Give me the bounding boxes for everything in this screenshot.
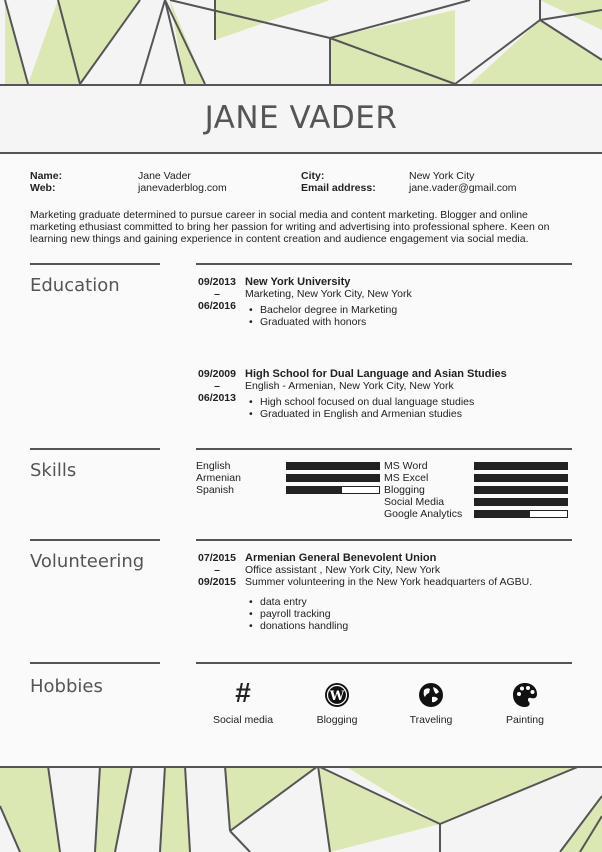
education-title: Education (30, 275, 120, 296)
volunteering-dates: 07/2015 – 09/2015 (198, 552, 236, 588)
skill-name: Spanish (196, 484, 234, 496)
bottom-geometric-decoration (0, 766, 602, 852)
hobby-painting: Painting (480, 678, 570, 726)
summary-paragraph: Marketing graduate determined to pursue career in social media and content marketing. Blogger and online marketing ethusiast committed to bring her passion for writing and advertising into professional sphere. Keen on learning new things and gaining experience in content creation and audience engagement via social media. (30, 209, 550, 245)
education-dates: 09/2009 – 06/2013 (198, 368, 236, 404)
skill-name: MS Word (384, 460, 428, 472)
list-item: • Graduated with honors (245, 316, 412, 328)
skill-level-bar (474, 510, 568, 518)
globe-icon (386, 678, 476, 708)
info-name-value: Jane Vader (138, 170, 191, 182)
school-place: Marketing, New York City, New York (245, 288, 412, 300)
skill-name: MS Excel (384, 472, 429, 484)
info-email-label: Email address: (301, 182, 376, 194)
skill-name: Social Media (384, 496, 445, 508)
hobbies-title: Hobbies (30, 676, 103, 697)
skill-name: Google Analytics (384, 508, 463, 520)
school-name: New York University (245, 276, 351, 288)
education-entry (245, 276, 412, 328)
skill-name: Blogging (384, 484, 425, 496)
skill-level-bar (286, 486, 380, 494)
info-web-value[interactable]: janevaderblog.com (138, 182, 227, 194)
section-divider (196, 539, 572, 541)
skill-level-bar (474, 498, 568, 506)
list-item: • payroll tracking (245, 608, 532, 620)
section-divider (196, 662, 572, 664)
palette-icon (480, 678, 570, 708)
skill-level-bar (286, 474, 380, 482)
skill-level-bar (474, 486, 568, 494)
skill-level-bar (286, 462, 380, 470)
skills-title: Skills (30, 460, 77, 481)
list-item: • donations handling (245, 620, 532, 632)
list-item: • High school focused on dual language studies (245, 396, 507, 408)
skill-name: Armenian (196, 472, 241, 484)
role: Office assistant , New York City, New York (245, 564, 441, 576)
volunteering-entry (245, 552, 532, 632)
skill-level-bar (474, 474, 568, 482)
hobby-traveling: Traveling (386, 678, 476, 726)
info-city-value: New York City (409, 170, 475, 182)
skill-name: English (196, 460, 231, 472)
description: Summer volunteering in the New York headquarters of AGBU. (245, 576, 533, 588)
school-name: High School for Dual Language and Asian Studies (245, 368, 507, 380)
svg-text:W: W (329, 688, 345, 704)
list-item: • data entry (245, 596, 532, 608)
org-name: Armenian General Benevolent Union (245, 552, 437, 564)
section-divider (196, 448, 572, 450)
info-email-value[interactable]: jane.vader@gmail.com (409, 182, 517, 194)
education-dates: 09/2013 – 06/2016 (198, 276, 236, 312)
top-geometric-decoration (0, 0, 602, 86)
education-entry (245, 368, 507, 420)
section-divider (30, 448, 160, 450)
list-item: • Bachelor degree in Marketing (245, 304, 412, 316)
list-item: • Graduated in English and Armenian studies (245, 408, 507, 420)
wordpress-icon (292, 678, 382, 708)
info-web-label: Web: (30, 182, 56, 194)
candidate-name: JANE VADER (204, 100, 398, 136)
volunteering-title: Volunteering (30, 551, 145, 572)
school-place: English - Armenian, New York City, New York (245, 380, 454, 392)
section-divider (30, 662, 160, 664)
hobby-social-media: # Social media (198, 678, 288, 726)
hobby-blogging: W Blogging (292, 678, 382, 726)
section-divider (30, 539, 160, 541)
info-city-label: City: (301, 170, 325, 182)
info-name-label: Name: (30, 170, 63, 182)
hashtag-icon: # (235, 677, 251, 708)
section-divider (196, 263, 572, 265)
skill-level-bar (474, 462, 568, 470)
section-divider (30, 263, 160, 265)
